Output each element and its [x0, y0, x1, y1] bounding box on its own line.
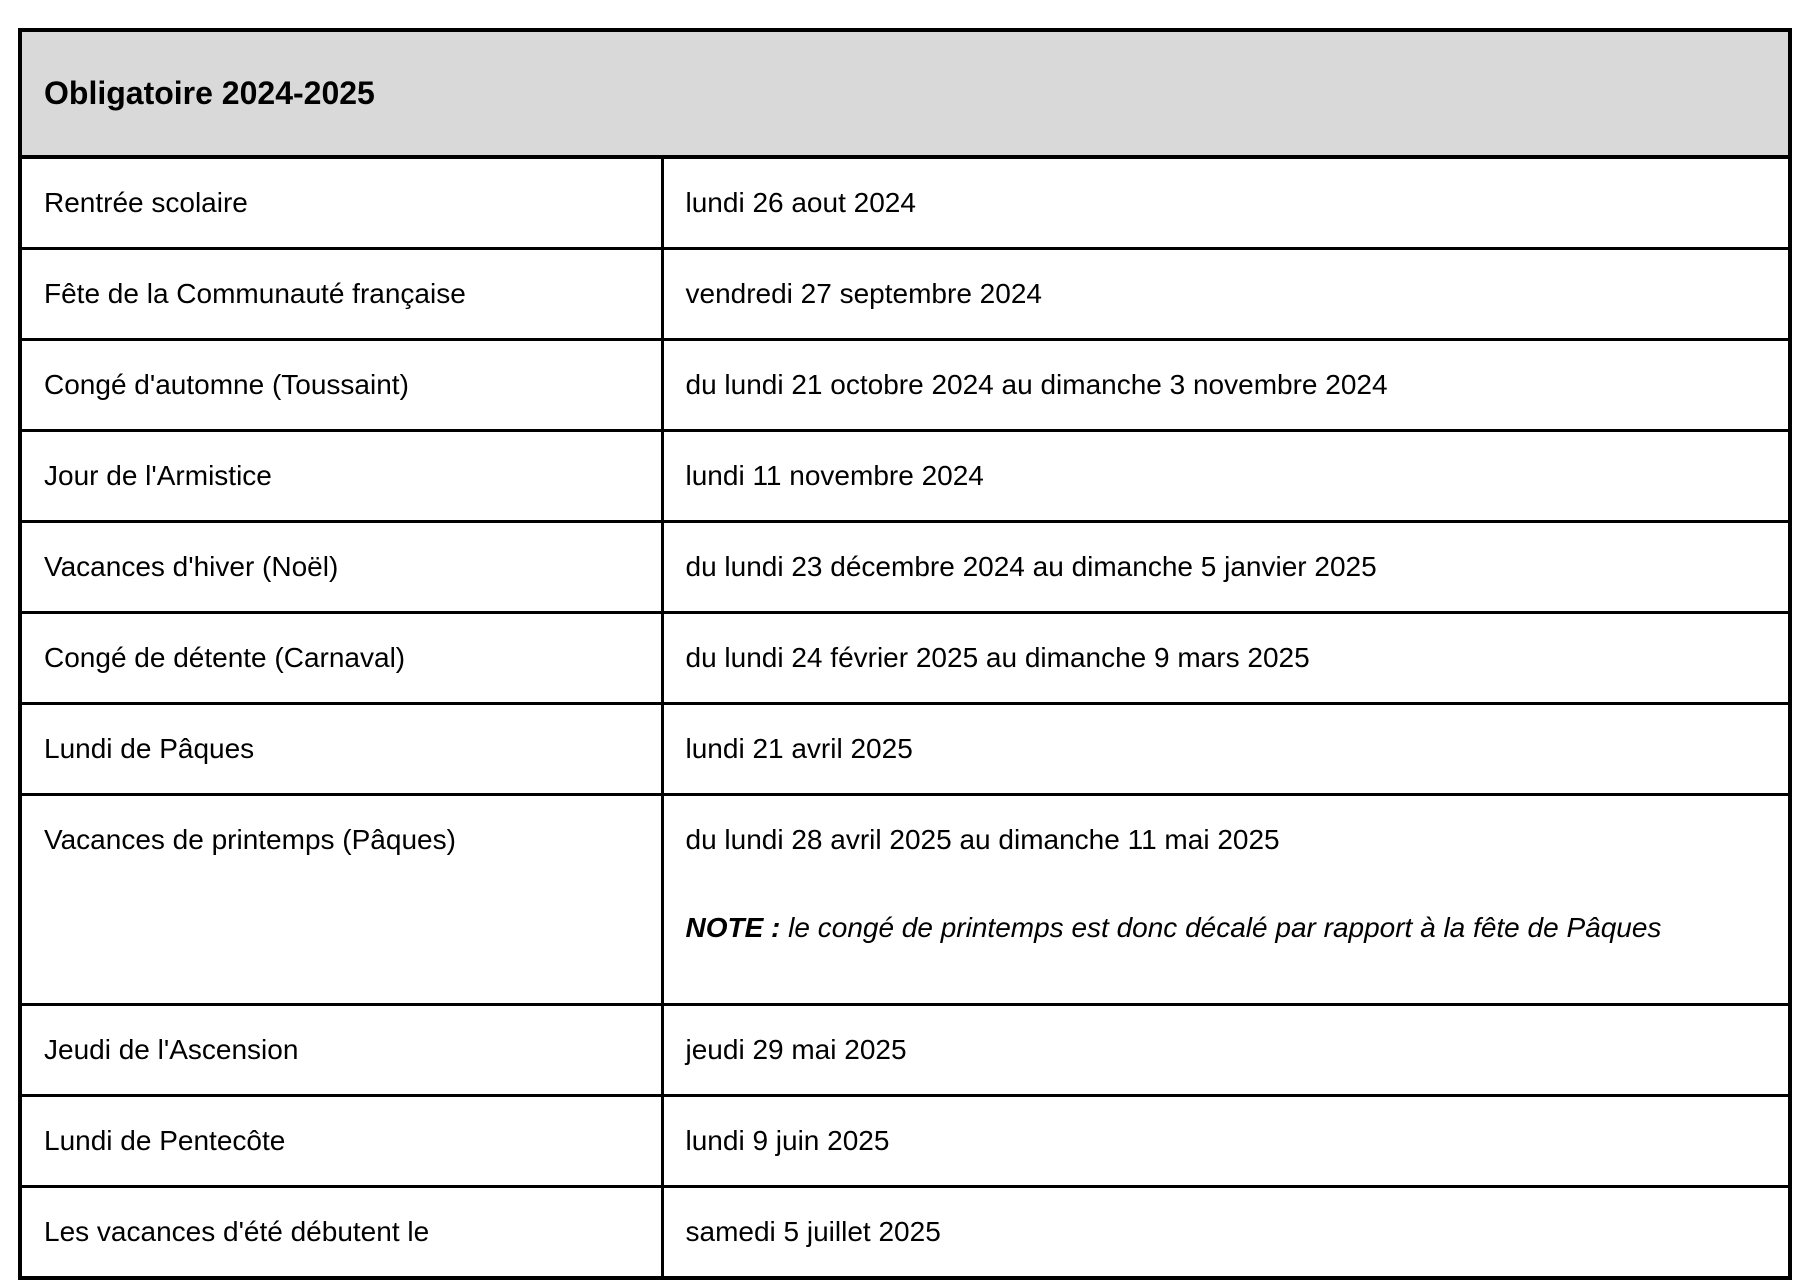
holiday-date-cell	[662, 1096, 1790, 1187]
table-row	[20, 1005, 1790, 1096]
holiday-date: du lundi 23 décembre 2024 au dimanche 5 janvier 2025	[685, 550, 1377, 582]
table-header-row	[20, 30, 1790, 157]
table-body	[20, 157, 1790, 1278]
holiday-date-cell	[662, 1005, 1790, 1096]
holiday-date: du lundi 28 avril 2025 au dimanche 11 mai 2025	[685, 824, 1280, 855]
holiday-name: Les vacances d'été débutent le	[20, 1187, 662, 1279]
holiday-date: lundi 26 aout 2024	[685, 186, 916, 218]
table-row	[20, 340, 1790, 431]
table-row	[20, 249, 1790, 340]
holiday-name: Vacances de printemps (Pâques)	[20, 795, 662, 1005]
holiday-name: Jeudi de l'Ascension	[20, 1005, 662, 1096]
table-row	[20, 431, 1790, 522]
holiday-date-cell	[662, 522, 1790, 613]
holiday-name: Lundi de Pâques	[20, 704, 662, 795]
holiday-date: du lundi 24 février 2025 au dimanche 9 mars 2025	[685, 641, 1310, 673]
holiday-name: Vacances d'hiver (Noël)	[20, 522, 662, 613]
note-label: NOTE :	[685, 912, 781, 944]
holiday-date: jeudi 29 mai 2025	[685, 1033, 907, 1065]
table-row	[20, 704, 1790, 795]
holiday-name: Fête de la Communauté française	[20, 249, 662, 340]
holiday-date: vendredi 27 septembre 2024	[685, 277, 1042, 309]
holiday-date-cell	[662, 157, 1790, 249]
holiday-date: lundi 11 novembre 2024	[685, 459, 984, 491]
table-row	[20, 795, 1790, 1005]
holiday-date-cell	[662, 613, 1790, 704]
school-calendar-table	[18, 28, 1792, 1280]
table-title: Obligatoire 2024-2025	[20, 30, 1790, 157]
note-text: le congé de printemps est donc décalé par rapport à la fête de Pâques	[780, 912, 1662, 944]
holiday-date: samedi 5 juillet 2025	[685, 1215, 941, 1247]
holiday-name: Congé de détente (Carnaval)	[20, 613, 662, 704]
holiday-date: lundi 9 juin 2025	[685, 1124, 890, 1156]
holiday-name: Congé d'automne (Toussaint)	[20, 340, 662, 431]
table-row	[20, 522, 1790, 613]
holiday-name: Lundi de Pentecôte	[20, 1096, 662, 1187]
holiday-date-cell	[662, 795, 1790, 1005]
table-row	[20, 613, 1790, 704]
holiday-date-cell	[662, 249, 1790, 340]
holiday-date-cell	[662, 340, 1790, 431]
table-row	[20, 1096, 1790, 1187]
note	[686, 912, 1771, 944]
holiday-date-cell	[662, 431, 1790, 522]
holiday-date-cell	[662, 704, 1790, 795]
table-row	[20, 157, 1790, 249]
holiday-name: Rentrée scolaire	[20, 157, 662, 249]
table-row	[20, 1187, 1790, 1279]
holiday-date: du lundi 21 octobre 2024 au dimanche 3 novembre 2024	[685, 368, 1388, 400]
holiday-date-cell	[662, 1187, 1790, 1279]
holiday-date: lundi 21 avril 2025	[685, 732, 913, 764]
holiday-name: Jour de l'Armistice	[20, 431, 662, 522]
